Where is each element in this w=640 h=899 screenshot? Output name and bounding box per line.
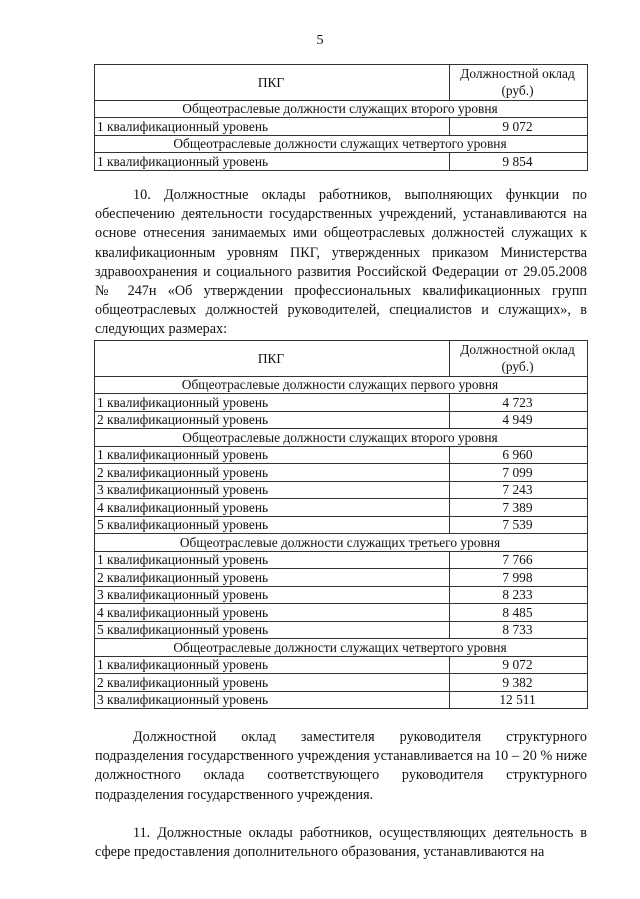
header-salary: Должностной оклад (руб.) bbox=[450, 341, 588, 377]
group-title: Общеотраслевые должности служащих третьего уровня bbox=[95, 534, 588, 552]
salary-value: 7 243 bbox=[450, 481, 588, 499]
table-row bbox=[95, 586, 588, 604]
table-row bbox=[95, 516, 588, 534]
table-group-row bbox=[95, 534, 588, 552]
salary-value: 4 949 bbox=[450, 411, 588, 429]
level-label: 4 квалификационный уровень bbox=[95, 499, 450, 517]
page-number: 5 bbox=[316, 33, 324, 48]
level-label: 1 квалификационный уровень bbox=[95, 153, 450, 171]
table-row bbox=[95, 153, 588, 171]
table-row bbox=[95, 569, 588, 587]
table-row bbox=[95, 411, 588, 429]
table-group-row bbox=[95, 639, 588, 657]
salary-value: 8 233 bbox=[450, 586, 588, 604]
table-row bbox=[95, 481, 588, 499]
level-label: 3 квалификационный уровень bbox=[95, 691, 450, 709]
salary-value: 7 389 bbox=[450, 499, 588, 517]
group-title: Общеотраслевые должности служащих второго уровня bbox=[95, 100, 588, 118]
paragraph-10: 10. Должностные оклады работников, выполняющих функции по обеспечению деятельности государственных учреждений, устанавливаются на основе отнесения занимаемых ими общеотраслевых должностей служащих к квалификационным уровням ПКГ, утвержденных приказом Министерства здравоохранения и социального развития Российской Федерации от 29.05.2008 № 247н «Об утверждении профессиональных квалификационных групп общеотраслевых должностей руководителей, специалистов и служащих», в следующих размерах: bbox=[95, 187, 587, 338]
table-header-row bbox=[95, 65, 588, 101]
salary-value: 9 382 bbox=[450, 674, 588, 692]
paragraph-deputy-salary: Должностной оклад заместителя руководителя структурного подразделения государственного учреждения устанавливается на 10 – 20 % ниже должностного оклада соответствующего руководителя структурного подразделения государственного учреждения. bbox=[95, 729, 587, 803]
salary-table-2 bbox=[94, 340, 588, 709]
salary-value: 9 072 bbox=[450, 118, 588, 136]
table-row bbox=[95, 656, 588, 674]
level-label: 1 квалификационный уровень bbox=[95, 656, 450, 674]
table-row bbox=[95, 499, 588, 517]
group-title: Общеотраслевые должности служащих четвертого уровня bbox=[95, 639, 588, 657]
level-label: 2 квалификационный уровень bbox=[95, 674, 450, 692]
level-label: 5 квалификационный уровень bbox=[95, 621, 450, 639]
table-group-row bbox=[95, 135, 588, 153]
header-pkg: ПКГ bbox=[95, 65, 450, 101]
salary-value: 7 539 bbox=[450, 516, 588, 534]
salary-value: 12 511 bbox=[450, 691, 588, 709]
salary-value: 9 072 bbox=[450, 656, 588, 674]
level-label: 4 квалификационный уровень bbox=[95, 604, 450, 622]
table-row bbox=[95, 674, 588, 692]
level-label: 2 квалификационный уровень bbox=[95, 569, 450, 587]
salary-value: 7 766 bbox=[450, 551, 588, 569]
level-label: 3 квалификационный уровень bbox=[95, 586, 450, 604]
salary-value: 7 998 bbox=[450, 569, 588, 587]
level-label: 5 квалификационный уровень bbox=[95, 516, 450, 534]
salary-value: 7 099 bbox=[450, 464, 588, 482]
paragraph-11: 11. Должностные оклады работников, осуществляющих деятельность в сфере предоставления дополнительного образования, устанавливаются на bbox=[95, 825, 587, 860]
level-label: 3 квалификационный уровень bbox=[95, 481, 450, 499]
salary-value: 6 960 bbox=[450, 446, 588, 464]
table-row bbox=[95, 551, 588, 569]
header-pkg: ПКГ bbox=[95, 341, 450, 377]
level-label: 2 квалификационный уровень bbox=[95, 464, 450, 482]
salary-table-1 bbox=[94, 64, 588, 171]
header-salary: Должностной оклад (руб.) bbox=[450, 65, 588, 101]
salary-value: 4 723 bbox=[450, 394, 588, 412]
table-row bbox=[95, 621, 588, 639]
table-row bbox=[95, 464, 588, 482]
group-title: Общеотраслевые должности служащих первого уровня bbox=[95, 376, 588, 394]
table-header-row bbox=[95, 341, 588, 377]
level-label: 1 квалификационный уровень bbox=[95, 118, 450, 136]
salary-value: 9 854 bbox=[450, 153, 588, 171]
table-row bbox=[95, 118, 588, 136]
table-row bbox=[95, 394, 588, 412]
level-label: 1 квалификационный уровень bbox=[95, 394, 450, 412]
table-group-row bbox=[95, 376, 588, 394]
group-title: Общеотраслевые должности служащих четвертого уровня bbox=[95, 135, 588, 153]
level-label: 2 квалификационный уровень bbox=[95, 411, 450, 429]
salary-table-1-body bbox=[95, 65, 588, 171]
salary-value: 8 485 bbox=[450, 604, 588, 622]
salary-table-2-body bbox=[95, 341, 588, 709]
salary-value: 8 733 bbox=[450, 621, 588, 639]
table-row bbox=[95, 604, 588, 622]
table-row bbox=[95, 446, 588, 464]
table-group-row bbox=[95, 429, 588, 447]
table-row bbox=[95, 691, 588, 709]
table-group-row bbox=[95, 100, 588, 118]
level-label: 1 квалификационный уровень bbox=[95, 446, 450, 464]
group-title: Общеотраслевые должности служащих второго уровня bbox=[95, 429, 588, 447]
level-label: 1 квалификационный уровень bbox=[95, 551, 450, 569]
